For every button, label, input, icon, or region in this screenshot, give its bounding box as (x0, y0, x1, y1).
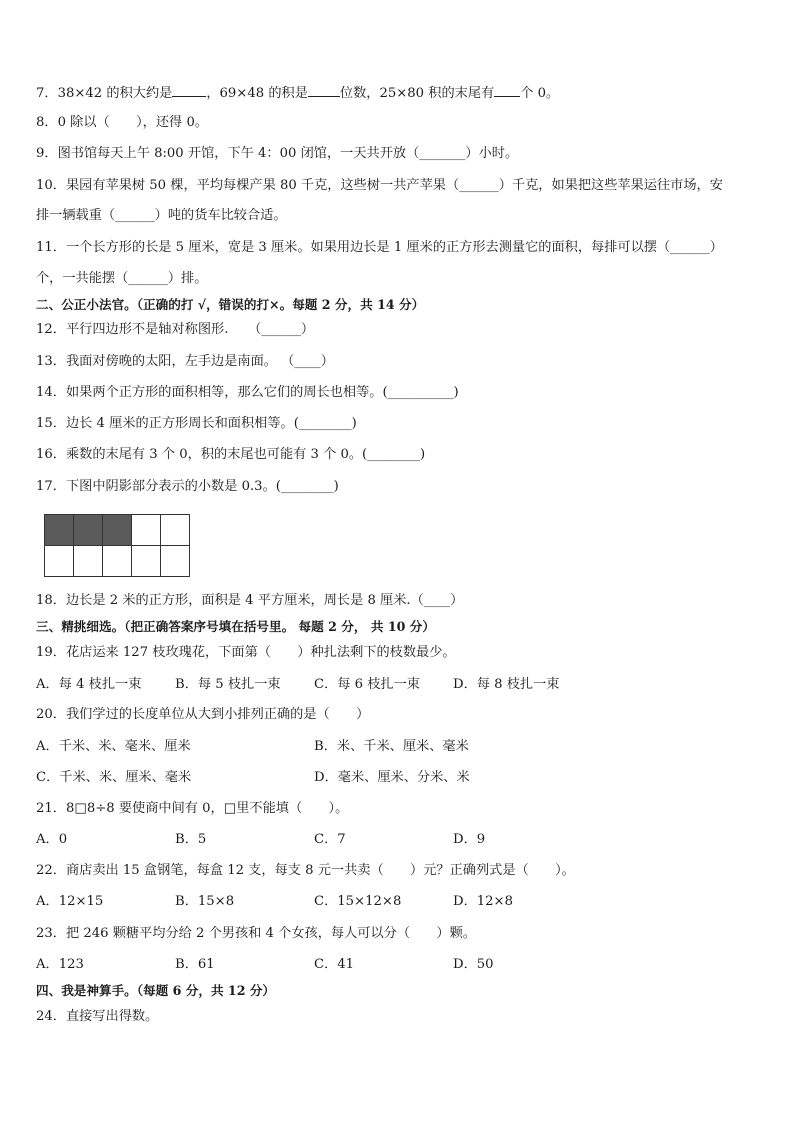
question-7: 7．38×42 的积大约是 ，69×48 的积是 位数，25×80 积的末尾有 个 0。 (36, 83, 559, 103)
option-b[interactable]: B．米、千米、厘米、毫米 (314, 739, 469, 754)
question-12: 12．平行四边形不是轴对称图形. （______） (36, 322, 315, 337)
question-24: 24．直接写出得数。 (36, 1009, 159, 1024)
question-10-cont: 排一辆载重（______）吨的货车比较合适。 (36, 208, 287, 223)
question-14: 14．如果两个正方形的面积相等，那么它们的周长也相等。(__________) (36, 385, 459, 400)
option-b[interactable]: B．5 (175, 832, 207, 847)
answer-blank[interactable] (494, 83, 520, 97)
question-21: 21．8□8÷8 要使商中间有 0，□里不能填（ ）。 (36, 801, 349, 816)
section-2-heading: 二、公正小法官。（正确的打 √，错误的打×。每题 2 分，共 14 分） (36, 297, 425, 312)
empty-cell (74, 546, 103, 577)
empty-cell (103, 546, 132, 577)
empty-cell (132, 515, 161, 546)
empty-cell (161, 515, 190, 546)
question-18: 18．边长是 2 米的正方形，面积是 4 平方厘米，周长是 8 厘米.（____） (36, 593, 464, 608)
option-d[interactable]: D．50 (453, 957, 494, 972)
option-d[interactable]: D．每 8 枝扎一束 (453, 677, 560, 692)
option-d[interactable]: D．9 (453, 832, 486, 847)
option-a[interactable]: A．12×15 (36, 894, 104, 909)
question-11: 11．一个长方形的长是 5 厘米，宽是 3 厘米。如果用边长是 1 厘米的正方形去测量它的面积，每排可以摆（______） (36, 240, 723, 255)
option-d[interactable]: D．毫米、厘米、分米、米 (314, 770, 470, 785)
shaded-cell (103, 515, 132, 546)
section-4-heading: 四、我是神算手。（每题 6 分，共 12 分） (36, 983, 276, 998)
question-10: 10．果园有苹果树 50 棵，平均每棵产果 80 千克，这些树一共产苹果（______）千克，如果把这些苹果运往市场，安 (36, 178, 723, 193)
question-9: 9．图书馆每天上午 8:00 开馆，下午 4：00 闭馆，一天共开放（_______）小时。 (36, 146, 519, 161)
question-15: 15．边长 4 厘米的正方形周长和面积相等。(________) (36, 416, 357, 431)
empty-cell (45, 546, 74, 577)
question-23: 23．把 246 颗糖平均分给 2 个男孩和 4 个女孩，每人可以分（ ）颗。 (36, 926, 476, 941)
question-8: 8．0 除以（ ），还得 0。 (36, 115, 209, 130)
answer-blank[interactable] (308, 83, 340, 97)
option-a[interactable]: A．千米、米、毫米、厘米 (36, 739, 191, 754)
question-16: 16．乘数的末尾有 3 个 0，积的末尾也可能有 3 个 0。(________) (36, 447, 426, 462)
decimal-grid-figure (44, 514, 190, 577)
shaded-cell (74, 515, 103, 546)
option-b[interactable]: B．15×8 (175, 894, 235, 909)
section-3-heading: 三、精挑细选。（把正确答案序号填在括号里。 每题 2 分， 共 10 分） (36, 619, 435, 634)
option-b[interactable]: B．61 (175, 957, 215, 972)
shaded-cell (45, 515, 74, 546)
question-17: 17．下图中阴影部分表示的小数是 0.3。(________) (36, 479, 339, 494)
question-19: 19．花店运来 127 枝玫瑰花，下面第（ ）种扎法剩下的枝数最少。 (36, 645, 456, 660)
option-c[interactable]: C．千米、米、厘米、毫米 (36, 770, 192, 785)
question-11-cont: 个，一共能摆（______）排。 (36, 271, 208, 286)
answer-blank[interactable] (172, 83, 206, 97)
option-c[interactable]: C．每 6 枝扎一束 (314, 677, 420, 692)
option-c[interactable]: C．41 (314, 957, 355, 972)
option-a[interactable]: A．0 (36, 832, 68, 847)
empty-cell (132, 546, 161, 577)
option-c[interactable]: C．15×12×8 (314, 894, 402, 909)
question-22: 22．商店卖出 15 盒钢笔，每盒 12 支，每支 8 元一共卖（ ）元？正确列式是（ ）。 (36, 863, 575, 878)
option-d[interactable]: D．12×8 (453, 894, 513, 909)
question-20: 20．我们学过的长度单位从大到小排列正确的是（ ） (36, 707, 370, 722)
option-a[interactable]: A．每 4 枝扎一束 (36, 677, 142, 692)
question-13: 13．我面对傍晚的太阳，左手边是南面。 （____） (36, 354, 334, 369)
option-c[interactable]: C．7 (314, 832, 346, 847)
empty-cell (161, 546, 190, 577)
option-a[interactable]: A．123 (36, 957, 84, 972)
option-b[interactable]: B．每 5 枝扎一束 (175, 677, 281, 692)
